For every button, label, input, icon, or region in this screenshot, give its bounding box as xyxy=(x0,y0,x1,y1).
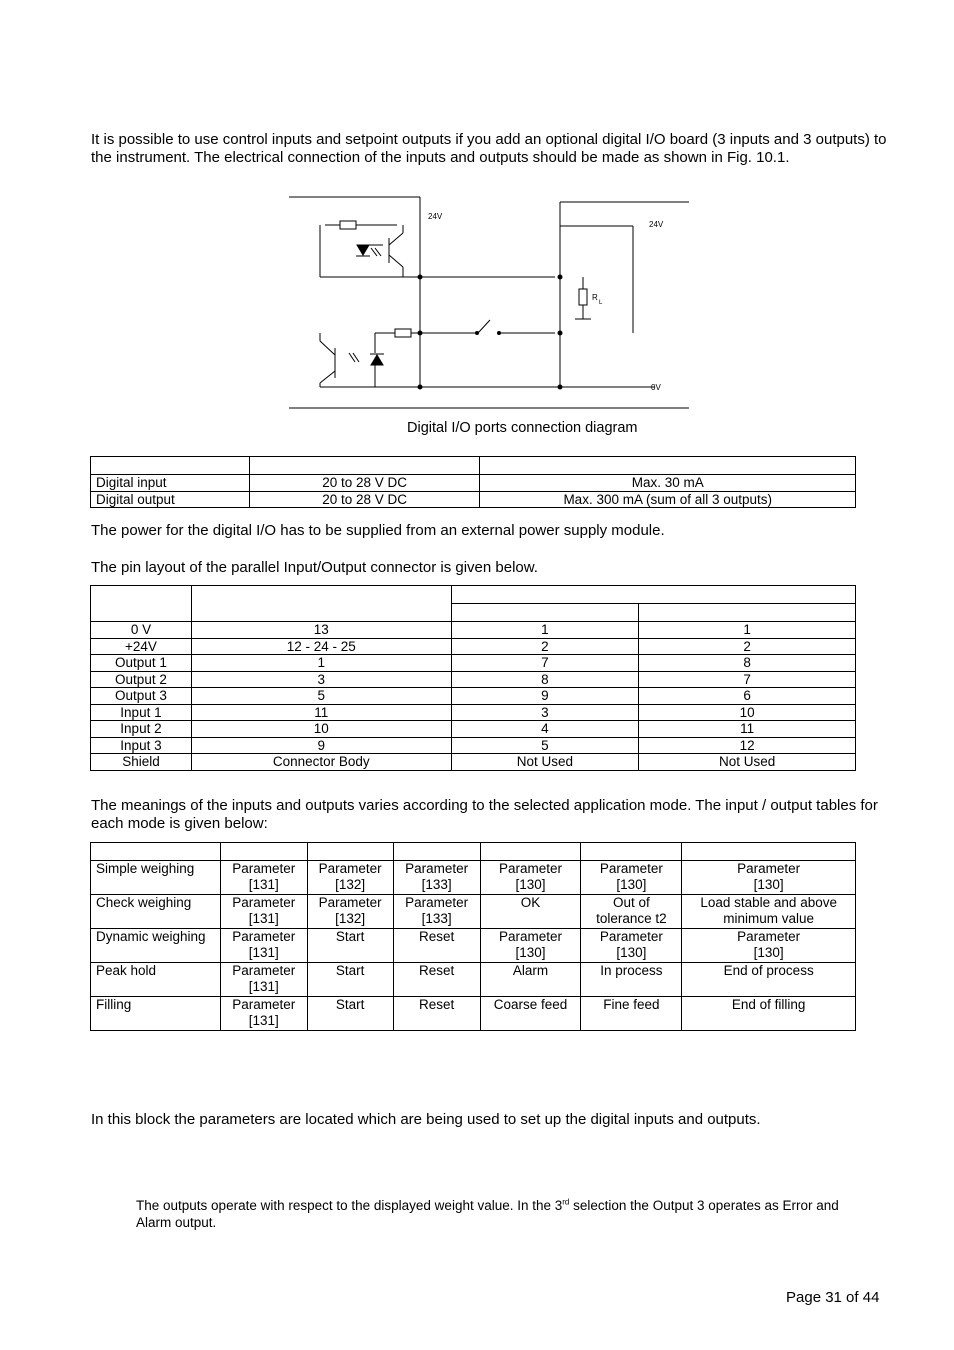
modes-row: Peak hold Parameter [131] Start Reset Alarm In process End of process xyxy=(91,963,856,997)
diagram-caption: Digital I/O ports connection diagram xyxy=(407,420,638,436)
pin-row: Input 3 9 5 12 xyxy=(91,737,856,754)
spec-row xyxy=(91,475,856,492)
power-note: The power for the digital I/O has to be supplied from an external power supply module. xyxy=(91,522,665,539)
modes-row: Check weighing Parameter [131] Parameter [132] Parameter [133] OK Out of tolerance t2 Load stable and above minimum value xyxy=(91,895,856,929)
pin-row: Input 1 11 3 10 xyxy=(91,704,856,721)
io-connection-diagram xyxy=(285,193,695,413)
pin-row: Input 2 10 4 11 xyxy=(91,721,856,738)
modes-intro: The meanings of the inputs and outputs varies according to the selected application mode. The input / output tables for each mode is given below: xyxy=(91,797,878,832)
spec-header-row xyxy=(91,457,856,475)
intro-paragraph: It is possible to use control inputs and setpoint outputs if you add an optional digital I/O board (3 inputs and 3 outputs) to the instrument. The electrical connection of the inputs and outputs should be made as shown in Fig. 10.1. xyxy=(91,131,887,166)
pin-row: Output 3 5 9 6 xyxy=(91,688,856,705)
pin-row: +24V 12 - 24 - 25 2 2 xyxy=(91,638,856,655)
pin-row: Shield Connector Body Not Used Not Used xyxy=(91,754,856,771)
label-rl: R xyxy=(592,293,598,302)
modes-header-row xyxy=(91,843,856,861)
spec-cell xyxy=(480,457,856,475)
page-number: Page 31 of 44 xyxy=(786,1289,880,1306)
spec-cell xyxy=(249,457,480,475)
modes-table xyxy=(90,842,856,1031)
pin-row: Output 2 3 8 7 xyxy=(91,671,856,688)
pin-row: 0 V 13 1 1 xyxy=(91,622,856,639)
spec-cell: 20 to 28 V DC xyxy=(249,475,480,492)
spec-cell: 20 to 28 V DC xyxy=(249,491,480,508)
label-24v-right: 24V xyxy=(649,220,664,229)
pin-intro: The pin layout of the parallel Input/Output connector is given below. xyxy=(91,559,538,576)
spec-cell: Digital output xyxy=(91,491,250,508)
modes-row: Filling Parameter [131] Start Reset Coarse feed Fine feed End of filling xyxy=(91,997,856,1031)
pin-table xyxy=(90,585,856,771)
label-0v: 0V xyxy=(651,383,661,392)
spec-cell: Max. 30 mA xyxy=(480,475,856,492)
block-paragraph: In this block the parameters are located which are being used to set up the digital inputs and outputs. xyxy=(91,1111,761,1128)
modes-row: Simple weighing Parameter [131] Parameter [132] Parameter [133] Parameter [130] Parameter [130] Parameter [130] xyxy=(91,861,856,895)
spec-row xyxy=(91,491,856,508)
spec-cell: Digital input xyxy=(91,475,250,492)
spec-table xyxy=(90,456,856,508)
label-24v-left: 24V xyxy=(428,212,443,221)
spec-cell xyxy=(91,457,250,475)
outputs-note: The outputs operate with respect to the displayed weight value. In the 3rd selection the Output 3 operates as Error and Alarm output. xyxy=(136,1197,839,1230)
label-rl-sub: L xyxy=(599,300,603,306)
pin-row: Output 1 1 7 8 xyxy=(91,655,856,672)
pin-header-row xyxy=(91,586,856,604)
spec-cell: Max. 300 mA (sum of all 3 outputs) xyxy=(480,491,856,508)
modes-row: Dynamic weighing Parameter [131] Start Reset Parameter [130] Parameter [130] Parameter [130] xyxy=(91,929,856,963)
